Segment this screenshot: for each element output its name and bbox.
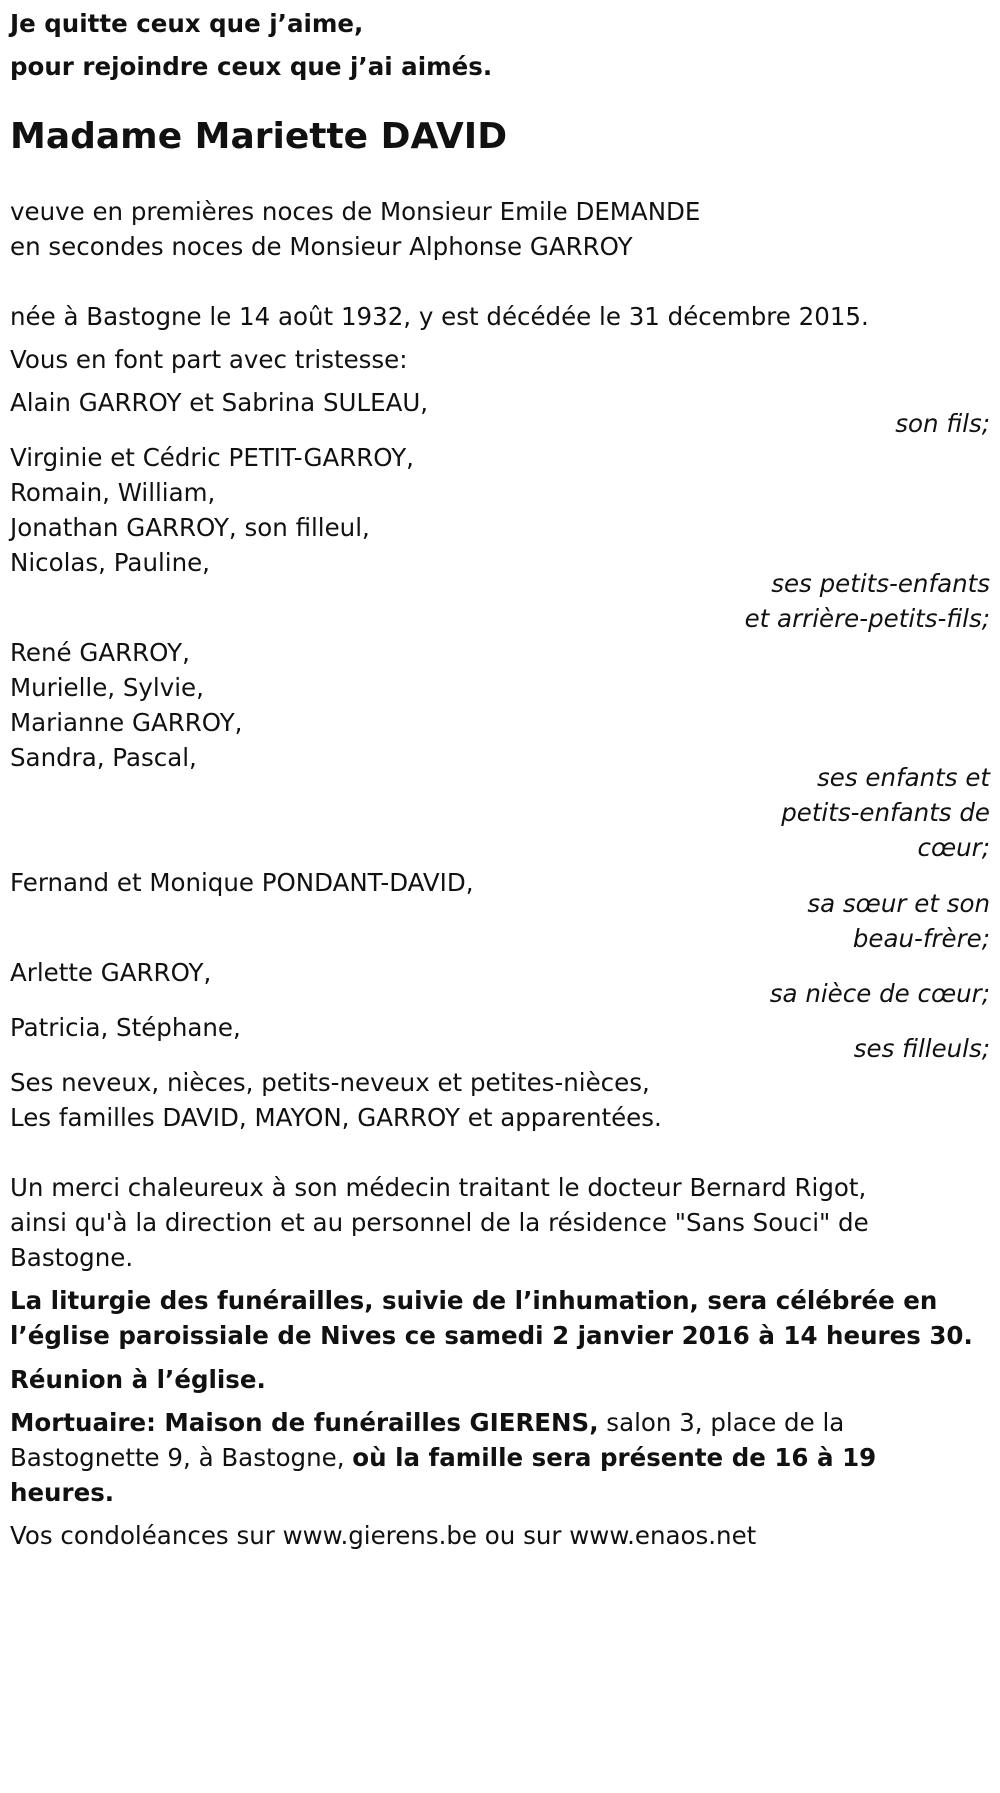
birth-death-dates: née à Bastogne le 14 août 1932, y est décédée le 31 décembre 2015. [10, 302, 869, 331]
mortuary-presence-2: heures. [10, 1478, 115, 1507]
family-relation: son fils; [895, 409, 990, 438]
mortuary-address-1: salon 3, place de la [598, 1408, 845, 1437]
family-relation: et arrière-petits-fils; [744, 604, 990, 633]
other-families: Les familles DAVID, MAYON, GARROY et apparentées. [10, 1103, 662, 1132]
family-name: Fernand et Monique PONDANT-DAVID, [10, 868, 474, 897]
family-name: Jonathan GARROY, son filleul, [10, 513, 370, 542]
family-relation: ses petits-enfants [771, 569, 990, 598]
family-name: Murielle, Sylvie, [10, 673, 204, 702]
deceased-name: Madame Mariette DAVID [10, 116, 508, 157]
mortuary-label: Mortuaire: Maison de funérailles GIERENS, [10, 1408, 599, 1437]
family-name: Patricia, Stéphane, [10, 1013, 241, 1042]
mortuary-address-2: Bastognette 9, à Bastogne, [10, 1443, 353, 1472]
epigraph-line-2: pour rejoindre ceux que j’ai aimés. [10, 52, 493, 81]
mortuary-line-1 [10, 1403, 990, 1443]
family-relation: sa nièce de cœur; [769, 979, 990, 1008]
thanks-line-1: Un merci chaleureux à son médecin traitant le docteur Bernard Rigot, [10, 1173, 867, 1202]
family-name: Sandra, Pascal, [10, 743, 197, 772]
family-name: Romain, William, [10, 478, 216, 507]
family-name: René GARROY, [10, 638, 190, 667]
family-name: Marianne GARROY, [10, 708, 243, 737]
family-relation: petits-enfants de [781, 798, 990, 827]
family-relation: beau-frère; [852, 924, 990, 953]
liturgy-line-2: l’église paroissiale de Nives ce samedi 2 janvier 2016 à 14 heures 30. [10, 1321, 973, 1350]
condolences-links[interactable]: Vos condoléances sur www.gierens.be ou sur www.enaos.net [10, 1521, 757, 1550]
family-name: Virginie et Cédric PETIT-GARROY, [10, 443, 414, 472]
family-name: Arlette GARROY, [10, 958, 212, 987]
family-relation: cœur; [917, 833, 990, 862]
marriage-line-1: veuve en premières noces de Monsieur Emile DEMANDE [10, 197, 701, 226]
mortuary-presence-1: où la famille sera présente de 16 à 19 [352, 1443, 877, 1472]
family-name: Nicolas, Pauline, [10, 548, 210, 577]
announcement-intro: Vous en font part avec tristesse: [10, 345, 408, 374]
family-relation: sa sœur et son [807, 889, 990, 918]
mortuary-line-2 [10, 1438, 990, 1478]
other-relatives: Ses neveux, nièces, petits-neveux et petites-nièces, [10, 1068, 650, 1097]
liturgy-line-1: La liturgie des funérailles, suivie de l’inhumation, sera célébrée en [10, 1286, 938, 1315]
epigraph-line-1: Je quitte ceux que j’aime, [10, 9, 364, 38]
family-name: Alain GARROY et Sabrina SULEAU, [10, 388, 429, 417]
family-relation: ses enfants et [817, 763, 990, 792]
thanks-line-2: ainsi qu'à la direction et au personnel de la résidence "Sans Souci" de [10, 1208, 869, 1237]
marriage-line-2: en secondes noces de Monsieur Alphonse GARROY [10, 232, 633, 261]
meeting-place: Réunion à l’église. [10, 1365, 266, 1394]
family-relation: ses filleuls; [853, 1034, 990, 1063]
thanks-line-3: Bastogne. [10, 1243, 134, 1272]
